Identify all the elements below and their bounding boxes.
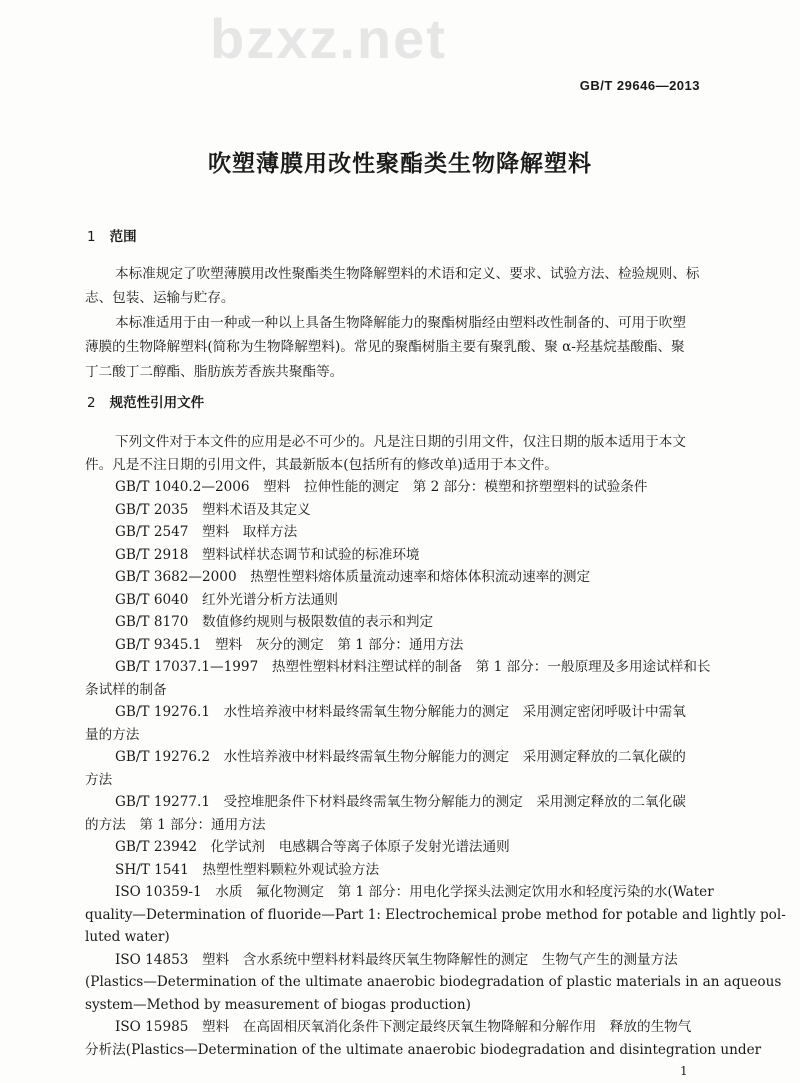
section-heading-normative-references [87, 391, 204, 411]
text-line: GB/T 2918 塑料试样状态调节和试验的标准环境 [115, 546, 420, 563]
page-number: 1 [680, 1064, 688, 1078]
section-heading-scope [87, 225, 137, 245]
text-line: GB/T 6040 红外光谱分析方法通则 [115, 591, 338, 608]
text-line: 方法 [85, 771, 113, 788]
document-title: 吹塑薄膜用改性聚酯类生物降解塑料 [208, 151, 592, 177]
text-line: GB/T 2035 塑料术语及其定义 [115, 501, 311, 518]
text-line: 件。凡是不注日期的引用文件，其最新版本(包括所有的修改单)适用于本文件。 [85, 456, 558, 473]
standard-code-header: GB/T 29646—2013 [579, 78, 700, 93]
text-line: GB/T 2547 塑料 取样方法 [115, 524, 298, 540]
text-line: GB/T 17037.1—1997 热塑性塑料材料注塑试样的制备 第 1 部分：一般原理及多用途试样和长 [115, 659, 711, 675]
text-line: (Plastics—Determination of the ultimate anaerobic biodegradation of plastic materials in an aqueous [85, 974, 782, 990]
text-line: 丁二酸丁二醇酯、脂肪族芳香族共聚酯等。 [85, 363, 344, 380]
text-line: ISO 14853 塑料 含水系统中塑料材料最终厌氧生物降解性的测定 生物气产生的测量方法 [115, 951, 678, 968]
section-title: 规范性引用文件 [109, 395, 205, 411]
section-references-body [85, 431, 786, 1061]
text-line: 的方法 第 1 部分：通用方法 [85, 816, 266, 833]
section-title: 范围 [109, 229, 137, 245]
text-line: luted water) [85, 929, 170, 945]
text-line: 分析法(Plastics—Determination of the ultimate anaerobic biodegradation and disintegration under [85, 1041, 762, 1058]
text-line: GB/T 3682—2000 热塑性塑料熔体质量流动速率和熔体体积流动速率的测定 [115, 569, 591, 585]
text-line: GB/T 8170 数值修约规则与极限数值的表示和判定 [115, 614, 434, 630]
text-line: GB/T 9345.1 塑料 灰分的测定 第 1 部分：通用方法 [115, 636, 464, 653]
text-line: 薄膜的生物降解塑料(简称为生物降解塑料)。常见的聚酯树脂主要有聚乳酸、聚 α-羟基烷基酸酯、聚 [85, 339, 685, 356]
text-line: 条试样的制备 [85, 681, 167, 698]
text-line: quality—Determination of fluoride—Part 1: Electrochemical probe method for potable and lightly pol- [85, 906, 786, 923]
text-line: 下列文件对于本文件的应用是必不可少的。凡是注日期的引用文件，仅注日期的版本适用于本文 [115, 434, 686, 450]
text-line: GB/T 19276.2 水性培养液中材料最终需氧生物分解能力的测定 采用测定释放的二氧化碳的 [115, 749, 686, 765]
text-line: 本标准规定了吹塑薄膜用改性聚酯类生物降解塑料的术语和定义、要求、试验方法、检验规则、标 [115, 266, 700, 282]
text-line: GB/T 1040.2—2006 塑料 拉伸性能的测定 第 2 部分：模塑和挤塑塑料的试验条件 [115, 479, 648, 495]
text-line: 本标准适用于由一种或一种以上具备生物降解能力的聚酯树脂经由塑料改性制备的、可用于吹塑 [115, 314, 686, 331]
text-line: ISO 15985 塑料 在高固相厌氧消化条件下测定最终厌氧生物降解和分解作用 释放的生物气 [115, 1019, 692, 1035]
text-line: GB/T 23942 化学试剂 电感耦合等离子体原子发射光谱法通则 [115, 839, 510, 855]
watermark: bzxz.net [210, 7, 447, 70]
text-line: GB/T 19277.1 受控堆肥条件下材料最终需氧生物分解能力的测定 采用测定释放的二氧化碳 [115, 794, 686, 810]
section-number: 2 [87, 395, 96, 411]
text-line: system—Method by measurement of biogas production) [85, 996, 471, 1013]
text-line: 量的方法 [85, 726, 140, 743]
section-scope-body [85, 262, 705, 384]
section-number: 1 [87, 229, 96, 245]
text-line: GB/T 19276.1 水性培养液中材料最终需氧生物分解能力的测定 采用测定密闭呼吸计中需氧 [115, 704, 686, 720]
text-line: SH/T 1541 热塑性塑料颗粒外观试验方法 [115, 861, 380, 878]
text-line: ISO 10359-1 水质 氟化物测定 第 1 部分：用电化学探头法测定饮用水和轻度污染的水(Water [115, 884, 714, 900]
text-line: 志、包装、运输与贮存。 [85, 290, 235, 307]
